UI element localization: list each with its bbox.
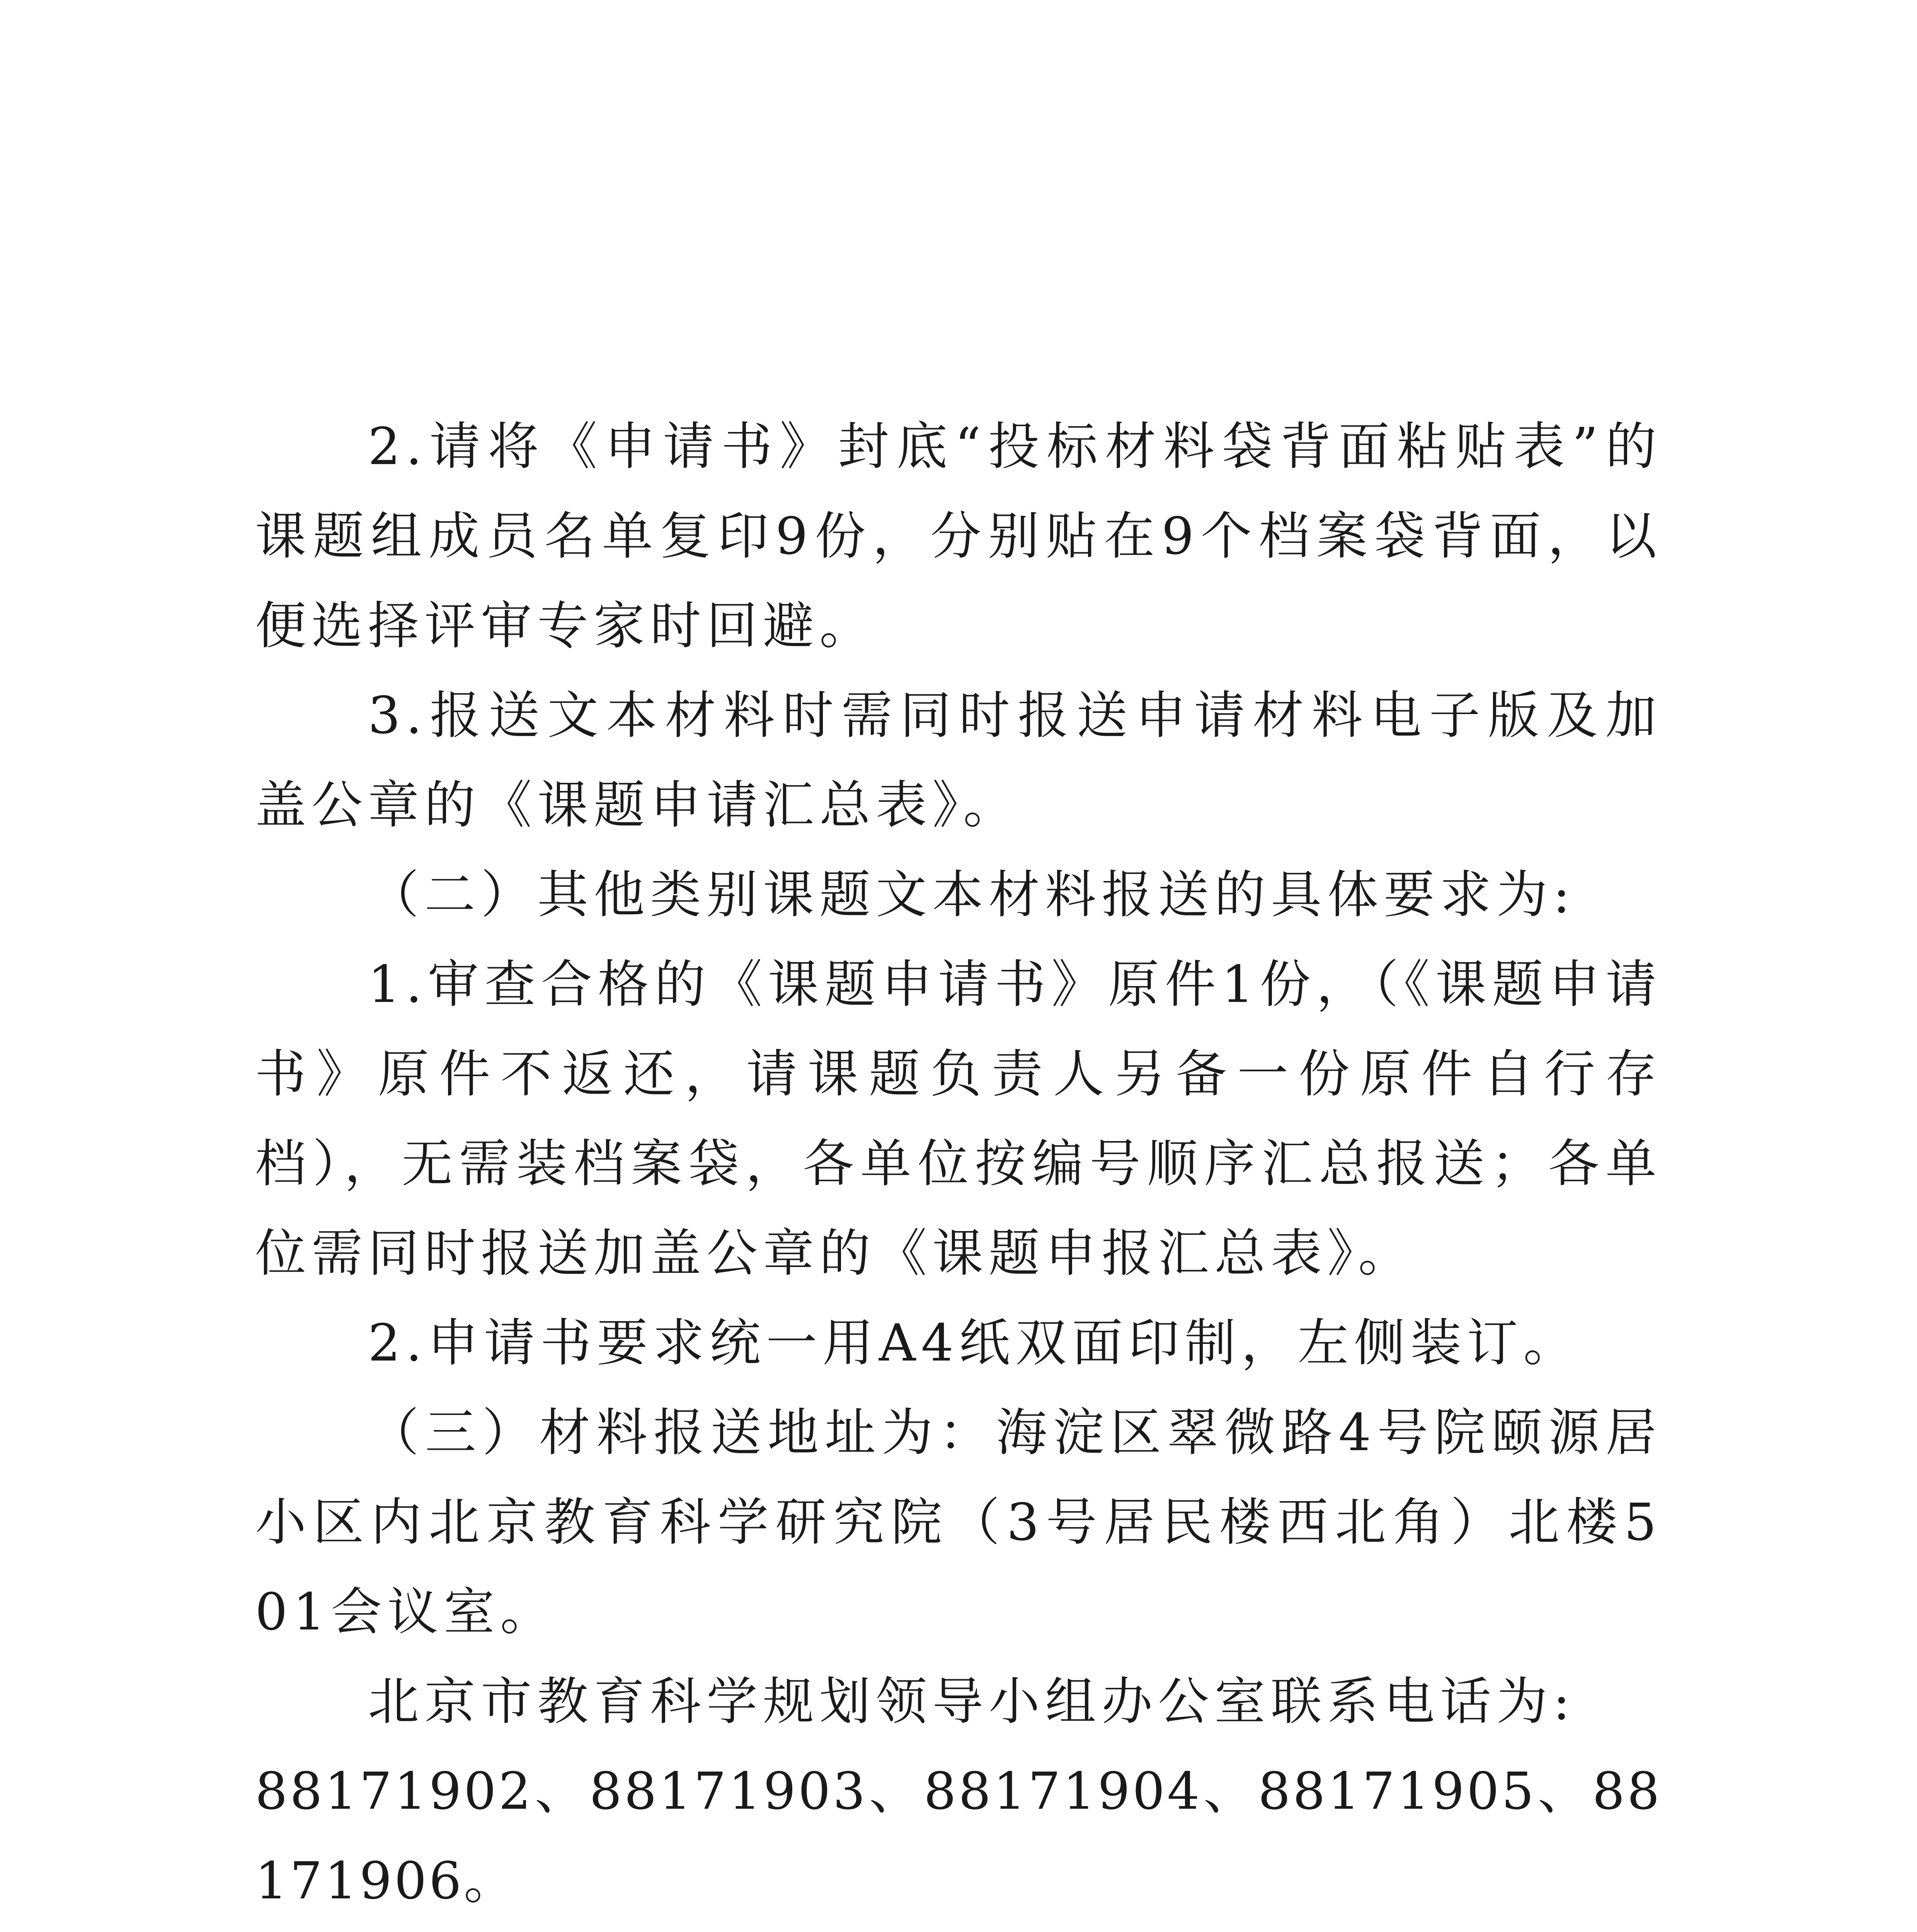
paragraph-original-application: 1.审查合格的《课题申请书》原件1份，（《课题申请书》原件不返还，请课题负责人另备一份原件自行存档），无需装档案袋，各单位按编号顺序汇总报送；各单位需同时报送加盖公章的《课题申报汇总表》。	[255, 955, 1662, 1283]
paragraph-contact-phone: 北京市教育科学规划领导小组办公室联系电话为:	[368, 1672, 1576, 1731]
paragraph-electronic-submission: 3.报送文本材料时需同时报送申请材料电子版及加盖公章的《课题申请汇总表》。	[255, 686, 1662, 835]
paragraph-application-copies: 2.请将《申请书》封底“投标材料袋背面粘贴表”的课题组成员名单复印9份，分别贴在9个档案袋背面，以便选择评审专家时回避。	[255, 417, 1662, 656]
paragraph-print-requirements: 2.申请书要求统一用A4纸双面印制，左侧装订。	[368, 1313, 1580, 1373]
paragraph-other-categories-heading: （二）其他类别课题文本材料报送的具体要求为:	[368, 865, 1576, 925]
phone-numbers: 88171902、88171903、88171904、88171905、88171906。	[255, 1762, 1662, 1911]
paragraph-submission-address: （三）材料报送地址为：海淀区翠微路4号院颐源居小区内北京教育科学研究院（3号居民楼西北角）北楼501会议室。	[255, 1403, 1662, 1642]
section-heading-work-requirements	[255, 1926, 1662, 1932]
document-body	[255, 402, 1662, 1932]
